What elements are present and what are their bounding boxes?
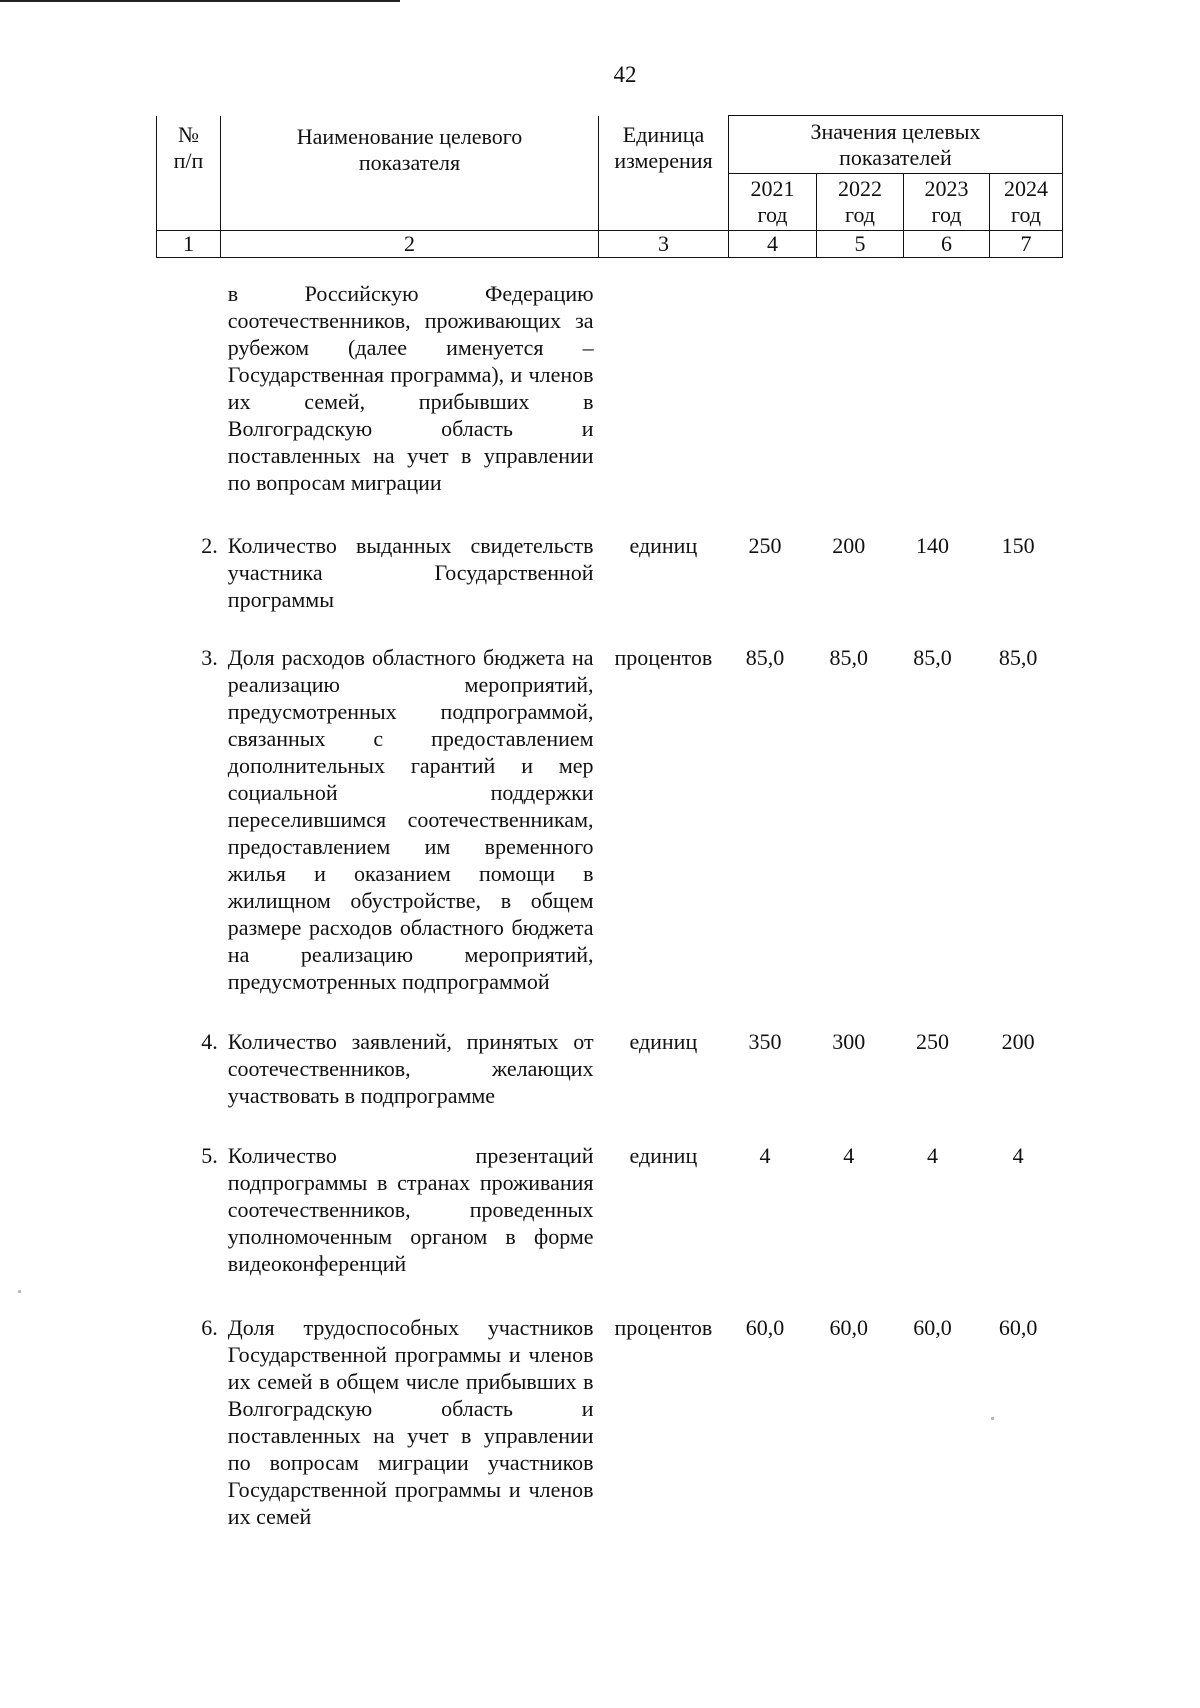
- row-number: [156, 280, 226, 496]
- table-row: [156, 1142, 1062, 1277]
- row-value-2023: 60,0: [913, 1315, 952, 1340]
- row-value-2021: 60,0: [745, 1315, 785, 1340]
- row-number: 5.: [201, 1143, 218, 1168]
- row-value-2021: [723, 280, 807, 496]
- index-cell: 5: [817, 230, 904, 257]
- row-value-2023: [891, 280, 975, 496]
- header-year-2021: 2021 год: [729, 174, 817, 231]
- row-value-2024: 60,0: [998, 1315, 1038, 1340]
- row-value-2024: 4: [1012, 1143, 1024, 1168]
- header-year-2022: 2022 год: [817, 174, 904, 231]
- row-value-2022: [807, 280, 891, 496]
- header-num: № п/п: [157, 116, 221, 231]
- row-indicator-name: в Российскую Федерацию соотечественников, проживающих за рубежом (далее именуется – Государственная программа), и членов их семей, прибывших в Волгоградскую область и поставленных на учет в управлении по вопросам миграции: [227, 281, 594, 495]
- row-number: 6.: [201, 1315, 218, 1340]
- row-value-2024: 200: [1001, 1029, 1035, 1054]
- table-row: [156, 532, 1062, 613]
- row-value-2023: 4: [926, 1143, 938, 1168]
- page-number: 42: [613, 62, 637, 87]
- row-value-2022: 60,0: [829, 1315, 868, 1340]
- row-value-2021: 85,0: [745, 645, 785, 670]
- scan-speck: [18, 1290, 21, 1293]
- header-values: Значения целевых показателей: [729, 116, 1063, 174]
- row-value-2021: 350: [748, 1029, 782, 1054]
- row-indicator-name: Количество выданных свидетельств участника Государственной программы: [227, 533, 594, 612]
- index-cell: 4: [729, 230, 817, 257]
- index-cell: 6: [904, 230, 990, 257]
- row-unit: процентов: [614, 645, 713, 670]
- index-cell: 1: [157, 230, 221, 257]
- row-value-2024: [974, 280, 1062, 496]
- row-unit: единиц: [629, 1143, 698, 1168]
- row-unit: единиц: [629, 1029, 698, 1054]
- row-indicator-name: Количество заявлений, принятых от соотечественников, желающих участвовать в подпрограмме: [227, 1029, 594, 1108]
- index-cell: 3: [599, 230, 729, 257]
- row-value-2024: 150: [1001, 533, 1035, 558]
- index-cell: 2: [221, 230, 599, 257]
- row-unit: единиц: [629, 533, 698, 558]
- row-indicator-name: Доля расходов областного бюджета на реализацию мероприятий, предусмотренных подпрограммой, связанных с предоставлением дополнительных гарантий и мер социальной поддержки переселившимся соотечественникам, предоставлением им временного жилья и оказанием помощи в жилищном обустройстве, в общем размере расходов областного бюджета на реализацию мероприятий, предусмотренных подпрограммой: [227, 645, 594, 994]
- row-value-2023: 85,0: [913, 645, 952, 670]
- row-value-2021: 4: [759, 1143, 771, 1168]
- row-value-2022: 4: [843, 1143, 855, 1168]
- row-value-2022: 200: [832, 533, 866, 558]
- row-value-2023: 140: [915, 533, 949, 558]
- indicator-rows: [156, 280, 1062, 1530]
- table-row: [156, 280, 1062, 496]
- row-value-2021: 250: [748, 533, 782, 558]
- row-unit: [594, 280, 724, 496]
- header-name: Наименование целевого показателя: [221, 116, 599, 231]
- header-table: [156, 115, 1063, 258]
- row-indicator-name: Количество презентаций подпрограммы в странах проживания соотечественников, проведенных уполномоченным органом в форме видеоконференций: [227, 1143, 594, 1276]
- row-value-2022: 300: [832, 1029, 866, 1054]
- row-number: 4.: [201, 1029, 218, 1054]
- row-value-2023: 250: [915, 1029, 949, 1054]
- row-value-2022: 85,0: [829, 645, 868, 670]
- table-row: [156, 644, 1062, 995]
- row-number: 3.: [201, 645, 218, 670]
- table-row: [156, 1028, 1062, 1109]
- header-year-2023: 2023 год: [904, 174, 990, 231]
- row-unit: процентов: [614, 1315, 713, 1340]
- row-value-2024: 85,0: [998, 645, 1038, 670]
- row-indicator-name: Доля трудоспособных участников Государственной программы и членов их семей в общем числе прибывших в Волгоградскую область и поставленных на учет в управлении по вопросам миграции участников Государственной программы и членов их семей: [227, 1315, 594, 1529]
- index-cell: 7: [990, 230, 1063, 257]
- table-row: [156, 1314, 1062, 1530]
- row-number: 2.: [201, 533, 218, 558]
- header-unit: Единица измерения: [599, 116, 729, 231]
- scan-edge-line: [0, 0, 400, 2]
- header-year-2024: 2024 год: [990, 174, 1063, 231]
